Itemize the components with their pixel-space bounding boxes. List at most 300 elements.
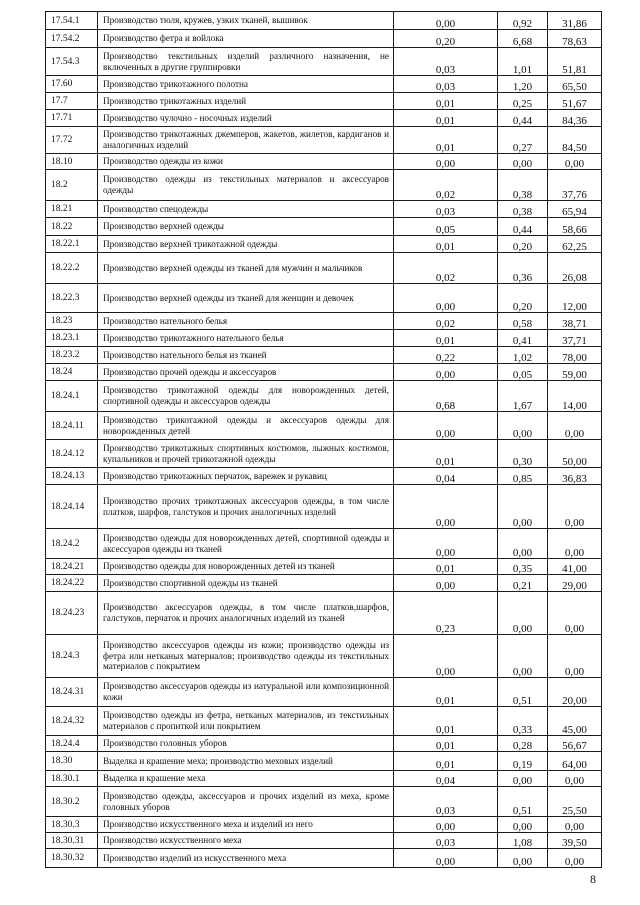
row-value-3: 25,50 <box>562 805 587 817</box>
table-row <box>46 468 602 485</box>
row-code: 18.30.1 <box>46 771 98 787</box>
row-value-2-cell <box>498 218 548 236</box>
row-value-1: 0,00 <box>435 547 456 559</box>
row-value-1: 0,03 <box>435 837 456 849</box>
row-value-2: 0,00 <box>512 158 533 170</box>
row-value-3-cell <box>548 313 602 330</box>
row-value-2-cell <box>498 48 548 76</box>
row-name: Производство спортивной одежды из тканей <box>98 575 394 592</box>
row-value-2: 0,44 <box>512 115 533 127</box>
row-value-1: 0,04 <box>435 775 456 787</box>
row-code: 18.30.32 <box>46 849 98 868</box>
row-value-2: 0,00 <box>512 666 533 678</box>
row-value-1: 0,01 <box>435 335 456 347</box>
row-value-2-cell <box>498 833 548 849</box>
row-value-2: 0,35 <box>512 563 533 575</box>
row-value-3-cell <box>548 635 602 678</box>
row-value-1-cell <box>394 559 498 575</box>
row-value-1-cell <box>394 284 498 313</box>
row-name: Производство верхней одежды из тканей для женщин и девочек <box>98 284 394 313</box>
row-value-2-cell <box>498 253 548 284</box>
row-value-1: 0,00 <box>435 821 456 833</box>
row-value-3: 20,00 <box>562 695 587 707</box>
row-value-1-cell <box>394 330 498 347</box>
row-value-2-cell <box>498 313 548 330</box>
row-value-2-cell <box>498 849 548 868</box>
row-value-1-cell <box>394 381 498 412</box>
table-row <box>46 48 602 76</box>
row-value-2: 0,58 <box>512 318 533 330</box>
row-code: 18.30.31 <box>46 833 98 849</box>
row-name: Производство прочей одежды и аксессуаров <box>98 364 394 381</box>
row-value-2: 0,00 <box>512 623 533 635</box>
row-value-1-cell <box>394 347 498 364</box>
row-value-3-cell <box>548 76 602 93</box>
table-row <box>46 313 602 330</box>
row-value-1: 0,01 <box>435 98 456 110</box>
row-value-2-cell <box>498 330 548 347</box>
row-code: 18.24.3 <box>46 635 98 678</box>
row-code: 18.23 <box>46 313 98 330</box>
row-value-3-cell <box>548 364 602 381</box>
row-value-3-cell <box>548 236 602 253</box>
row-value-1-cell <box>394 218 498 236</box>
row-value-2: 0,30 <box>512 456 533 468</box>
row-value-2-cell <box>498 529 548 559</box>
row-value-3-cell <box>548 849 602 868</box>
row-value-2: 0,20 <box>512 241 533 253</box>
row-value-1: 0,01 <box>435 241 456 253</box>
table-row <box>46 253 602 284</box>
row-value-3: 0,00 <box>564 666 585 678</box>
row-value-3-cell <box>548 833 602 849</box>
row-value-1: 0,00 <box>435 428 456 440</box>
row-code: 18.22 <box>46 218 98 236</box>
row-code: 18.22.1 <box>46 236 98 253</box>
table-row <box>46 485 602 529</box>
row-value-1: 0,02 <box>435 272 456 284</box>
row-value-3-cell <box>548 30 602 48</box>
row-value-2-cell <box>498 127 548 154</box>
row-value-3-cell <box>548 253 602 284</box>
row-value-3-cell <box>548 787 602 817</box>
row-name: Производство тюля, кружев, узких тканей, вышивок <box>98 12 394 30</box>
row-value-3: 45,00 <box>562 724 587 736</box>
row-value-1-cell <box>394 48 498 76</box>
row-value-2-cell <box>498 154 548 170</box>
row-value-3-cell <box>548 575 602 592</box>
table-row <box>46 771 602 787</box>
row-value-3-cell <box>548 771 602 787</box>
row-value-3-cell <box>548 592 602 635</box>
row-value-2-cell <box>498 468 548 485</box>
row-code: 18.24.1 <box>46 381 98 412</box>
row-name: Производство трикотажной одежды и аксессуаров одежды для новорожденных детей <box>98 412 394 440</box>
row-value-1: 0,00 <box>435 666 456 678</box>
row-value-2-cell <box>498 635 548 678</box>
row-value-2: 0,27 <box>512 142 533 154</box>
row-name: Производство трикотажного полотна <box>98 76 394 93</box>
row-value-3-cell <box>548 127 602 154</box>
row-name: Производство верхней трикотажной одежды <box>98 236 394 253</box>
row-value-2-cell <box>498 575 548 592</box>
table-row <box>46 330 602 347</box>
row-value-2-cell <box>498 736 548 752</box>
row-code: 18.24.23 <box>46 592 98 635</box>
row-value-3: 62,25 <box>562 241 587 253</box>
row-value-2: 0,00 <box>512 517 533 529</box>
row-name: Производство трикотажной одежды для новорожденных детей, спортивной одежды и аксессуаров одежды <box>98 381 394 412</box>
table-row <box>46 529 602 559</box>
table-row <box>46 707 602 736</box>
row-code: 17.71 <box>46 110 98 127</box>
table-row <box>46 381 602 412</box>
row-value-2-cell <box>498 284 548 313</box>
row-value-1: 0,00 <box>435 580 456 592</box>
row-value-2-cell <box>498 592 548 635</box>
row-name: Производство верхней одежды из тканей для мужчин и мальчиков <box>98 253 394 284</box>
row-value-2: 0,85 <box>512 473 533 485</box>
row-value-2-cell <box>498 485 548 529</box>
row-value-2: 0,20 <box>512 301 533 313</box>
row-value-2: 0,51 <box>512 805 533 817</box>
row-name: Выделка и крашение меха; производство меховых изделий <box>98 752 394 771</box>
row-code: 17.60 <box>46 76 98 93</box>
row-value-3: 38,71 <box>562 318 587 330</box>
row-code: 18.24.2 <box>46 529 98 559</box>
row-value-1: 0,03 <box>435 64 456 76</box>
row-value-3-cell <box>548 347 602 364</box>
row-value-3-cell <box>548 559 602 575</box>
row-value-1-cell <box>394 635 498 678</box>
table-row <box>46 236 602 253</box>
table-row <box>46 736 602 752</box>
row-value-3: 0,00 <box>564 856 585 868</box>
row-value-1-cell <box>394 110 498 127</box>
row-value-2-cell <box>498 678 548 707</box>
row-value-1: 0,20 <box>435 36 456 48</box>
table-row <box>46 364 602 381</box>
table-row <box>46 93 602 110</box>
table-row <box>46 849 602 868</box>
row-value-3-cell <box>548 707 602 736</box>
row-code: 17.72 <box>46 127 98 154</box>
row-value-2: 0,00 <box>512 547 533 559</box>
row-value-2-cell <box>498 381 548 412</box>
row-value-2: 0,00 <box>512 428 533 440</box>
row-value-3-cell <box>548 93 602 110</box>
row-name: Производство чулочно - носочных изделий <box>98 110 394 127</box>
row-value-1-cell <box>394 154 498 170</box>
row-name: Производство головных уборов <box>98 736 394 752</box>
row-value-3-cell <box>548 170 602 201</box>
table-row <box>46 817 602 833</box>
row-value-3-cell <box>548 218 602 236</box>
row-value-1-cell <box>394 787 498 817</box>
row-name: Производство трикотажных перчаток, варежек и рукавиц <box>98 468 394 485</box>
row-value-1-cell <box>394 440 498 468</box>
row-value-3: 0,00 <box>564 517 585 529</box>
row-name: Производство искусственного меха и изделий из него <box>98 817 394 833</box>
row-value-2-cell <box>498 559 548 575</box>
row-name: Производство одежды из текстильных материалов и аксессуаров одежды <box>98 170 394 201</box>
page-number: 8 <box>590 872 596 886</box>
row-value-1-cell <box>394 575 498 592</box>
row-value-3: 0,00 <box>564 428 585 440</box>
row-value-3-cell <box>548 412 602 440</box>
row-value-2: 0,92 <box>512 18 533 30</box>
table-row <box>46 347 602 364</box>
row-value-3: 65,50 <box>562 81 587 93</box>
row-code: 18.23.1 <box>46 330 98 347</box>
table-row <box>46 412 602 440</box>
row-value-1: 0,01 <box>435 456 456 468</box>
row-value-3: 78,63 <box>562 36 587 48</box>
row-value-3-cell <box>548 529 602 559</box>
row-value-2-cell <box>498 201 548 218</box>
row-value-2-cell <box>498 707 548 736</box>
row-value-1-cell <box>394 529 498 559</box>
row-name: Производство трикотажного нательного белья <box>98 330 394 347</box>
table-row <box>46 218 602 236</box>
row-name: Производство одежды, аксессуаров и прочих изделий из меха, кроме головных уборов <box>98 787 394 817</box>
row-value-1: 0,02 <box>435 189 456 201</box>
table-row <box>46 559 602 575</box>
row-value-1-cell <box>394 833 498 849</box>
row-code: 18.24 <box>46 364 98 381</box>
table-row <box>46 30 602 48</box>
row-code: 18.24.13 <box>46 468 98 485</box>
row-value-2-cell <box>498 93 548 110</box>
row-value-3: 14,00 <box>562 400 587 412</box>
row-value-2-cell <box>498 364 548 381</box>
row-value-1: 0,00 <box>435 856 456 868</box>
table-row <box>46 110 602 127</box>
row-value-2-cell <box>498 170 548 201</box>
row-value-1: 0,01 <box>435 759 456 771</box>
row-value-3-cell <box>548 284 602 313</box>
row-name: Производство изделий из искусственного меха <box>98 849 394 868</box>
row-value-1: 0,01 <box>435 563 456 575</box>
row-code: 18.30.2 <box>46 787 98 817</box>
row-name: Производство трикотажных спортивных костюмов, лыжных костюмов, купальников и прочей трикотажной одежды <box>98 440 394 468</box>
row-value-1-cell <box>394 253 498 284</box>
row-value-2: 0,00 <box>512 821 533 833</box>
row-code: 18.2 <box>46 170 98 201</box>
row-code: 18.24.4 <box>46 736 98 752</box>
row-code: 18.24.14 <box>46 485 98 529</box>
row-value-3-cell <box>548 752 602 771</box>
row-value-3: 37,71 <box>562 335 587 347</box>
row-value-2-cell <box>498 76 548 93</box>
row-value-1-cell <box>394 678 498 707</box>
row-value-1: 0,68 <box>435 400 456 412</box>
row-value-2: 1,67 <box>512 400 533 412</box>
row-value-1: 0,23 <box>435 623 456 635</box>
row-value-2: 1,20 <box>512 81 533 93</box>
row-value-3-cell <box>548 154 602 170</box>
row-value-2-cell <box>498 752 548 771</box>
row-value-2: 0,41 <box>512 335 533 347</box>
table-row <box>46 752 602 771</box>
table-row <box>46 284 602 313</box>
row-name: Производство верхней одежды <box>98 218 394 236</box>
row-value-1-cell <box>394 236 498 253</box>
row-value-1-cell <box>394 592 498 635</box>
row-value-3-cell <box>548 468 602 485</box>
row-value-1: 0,05 <box>435 224 456 236</box>
row-value-3-cell <box>548 485 602 529</box>
row-value-1-cell <box>394 849 498 868</box>
row-value-1-cell <box>394 313 498 330</box>
table-row <box>46 787 602 817</box>
row-value-3: 78,00 <box>562 352 587 364</box>
row-value-1: 0,03 <box>435 206 456 218</box>
table-body <box>46 12 602 868</box>
row-name: Производство нательного белья <box>98 313 394 330</box>
row-name: Производство одежды из фетра, нетканых материалов, из текстильных материалов с пропиткой или покрытием <box>98 707 394 736</box>
row-value-1-cell <box>394 93 498 110</box>
row-value-1-cell <box>394 752 498 771</box>
row-value-3-cell <box>548 817 602 833</box>
row-code: 18.23.2 <box>46 347 98 364</box>
row-value-3: 56,67 <box>562 740 587 752</box>
row-code: 18.24.21 <box>46 559 98 575</box>
table-row <box>46 76 602 93</box>
table-row <box>46 440 602 468</box>
row-value-2: 0,25 <box>512 98 533 110</box>
row-name: Производство спецодежды <box>98 201 394 218</box>
row-value-3: 0,00 <box>564 623 585 635</box>
row-value-2: 0,21 <box>512 580 533 592</box>
row-value-3: 29,00 <box>562 580 587 592</box>
row-value-2-cell <box>498 347 548 364</box>
table-row <box>46 154 602 170</box>
row-value-3-cell <box>548 381 602 412</box>
row-value-3: 39,50 <box>562 837 587 849</box>
row-value-3: 84,36 <box>562 115 587 127</box>
row-name: Производство прочих трикотажных аксессуаров одежды, в том числе платков, шарфов, галстуков и прочих аналогичных изделий <box>98 485 394 529</box>
row-value-3: 41,00 <box>562 563 587 575</box>
row-value-2-cell <box>498 412 548 440</box>
row-value-3: 26,08 <box>562 272 587 284</box>
row-value-2: 0,00 <box>512 775 533 787</box>
row-value-1-cell <box>394 364 498 381</box>
row-value-1-cell <box>394 468 498 485</box>
row-value-3: 0,00 <box>564 821 585 833</box>
row-value-1-cell <box>394 170 498 201</box>
row-value-1-cell <box>394 412 498 440</box>
row-value-3: 12,00 <box>562 301 587 313</box>
row-value-3: 84,50 <box>562 142 587 154</box>
row-value-2: 0,51 <box>512 695 533 707</box>
row-value-3: 36,83 <box>562 473 587 485</box>
row-code: 17.7 <box>46 93 98 110</box>
row-value-2: 0,38 <box>512 189 533 201</box>
row-value-1-cell <box>394 76 498 93</box>
table-row <box>46 12 602 30</box>
row-value-3: 0,00 <box>564 158 585 170</box>
row-value-2-cell <box>498 787 548 817</box>
row-code: 18.24.32 <box>46 707 98 736</box>
table-row <box>46 678 602 707</box>
row-value-2: 1,02 <box>512 352 533 364</box>
table-row <box>46 201 602 218</box>
row-value-3-cell <box>548 330 602 347</box>
row-value-3: 58,66 <box>562 224 587 236</box>
row-code: 18.24.12 <box>46 440 98 468</box>
row-value-1-cell <box>394 30 498 48</box>
row-value-2-cell <box>498 110 548 127</box>
row-code: 18.24.31 <box>46 678 98 707</box>
row-name: Производство текстильных изделий различного назначения, не включенных в другие группировки <box>98 48 394 76</box>
row-value-2-cell <box>498 236 548 253</box>
row-value-1: 0,04 <box>435 473 456 485</box>
row-value-1: 0,00 <box>435 18 456 30</box>
row-value-2: 6,68 <box>512 36 533 48</box>
row-value-2: 0,28 <box>512 740 533 752</box>
row-value-1: 0,01 <box>435 724 456 736</box>
row-value-2: 0,19 <box>512 759 533 771</box>
row-code: 18.24.22 <box>46 575 98 592</box>
row-value-1: 0,02 <box>435 318 456 330</box>
row-value-2: 0,36 <box>512 272 533 284</box>
row-name: Производство аксессуаров одежды из кожи; производство одежды из фетра или нетканых материалов; производство одежды из текстильных материалов с покрытием <box>98 635 394 678</box>
row-value-3: 51,67 <box>562 98 587 110</box>
row-code: 18.10 <box>46 154 98 170</box>
row-value-1: 0,22 <box>435 352 456 364</box>
row-code: 17.54.1 <box>46 12 98 30</box>
row-value-3-cell <box>548 110 602 127</box>
industry-table <box>45 11 602 868</box>
row-value-1: 0,01 <box>435 142 456 154</box>
row-value-1: 0,03 <box>435 805 456 817</box>
table-row <box>46 592 602 635</box>
row-value-2: 0,05 <box>512 369 533 381</box>
row-name: Производство трикотажных изделий <box>98 93 394 110</box>
row-value-2-cell <box>498 30 548 48</box>
row-value-3-cell <box>548 12 602 30</box>
row-value-1: 0,00 <box>435 301 456 313</box>
row-value-3-cell <box>548 678 602 707</box>
row-value-2: 0,00 <box>512 856 533 868</box>
row-value-3-cell <box>548 48 602 76</box>
row-value-1-cell <box>394 201 498 218</box>
row-value-3: 31,86 <box>562 18 587 30</box>
table-row <box>46 833 602 849</box>
row-value-3: 0,00 <box>564 775 585 787</box>
row-name: Производство трикотажных джемперов, жакетов, жилетов, кардиганов и аналогичных изделий <box>98 127 394 154</box>
row-name: Производство аксессуаров одежды, в том числе платков,шарфов, галстуков, перчаток и прочих аналогичных изделий из тканей <box>98 592 394 635</box>
row-name: Выделка и крашение меха <box>98 771 394 787</box>
row-value-3: 65,94 <box>562 206 587 218</box>
row-value-1-cell <box>394 771 498 787</box>
row-value-3: 64,00 <box>562 759 587 771</box>
row-name: Производство одежды для новорожденных детей из тканей <box>98 559 394 575</box>
row-value-3: 37,76 <box>562 189 587 201</box>
row-name: Производство фетра и войлока <box>98 30 394 48</box>
row-value-2-cell <box>498 771 548 787</box>
row-value-1-cell <box>394 12 498 30</box>
row-value-1: 0,03 <box>435 81 456 93</box>
row-code: 18.24.11 <box>46 412 98 440</box>
row-value-2: 0,38 <box>512 206 533 218</box>
row-code: 18.22.2 <box>46 253 98 284</box>
row-value-1-cell <box>394 485 498 529</box>
row-value-1: 0,00 <box>435 158 456 170</box>
row-value-3-cell <box>548 440 602 468</box>
row-value-1: 0,01 <box>435 695 456 707</box>
